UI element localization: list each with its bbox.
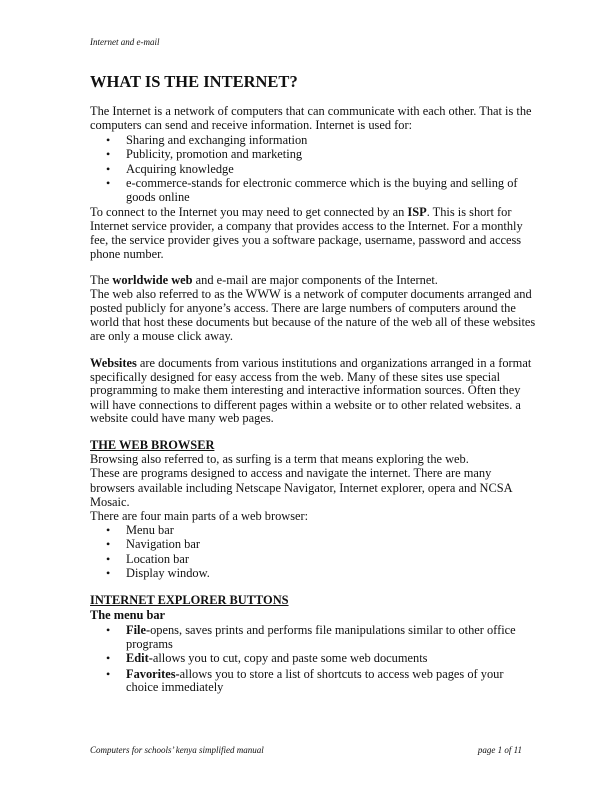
text-run: Publicity, promotion and marketing	[126, 147, 303, 161]
bullet-icon: •	[106, 147, 111, 161]
section-heading	[90, 438, 214, 452]
text-line	[90, 411, 274, 425]
text-run: opens, saves prints and performs file manipulations similar to other office	[150, 623, 516, 637]
text-line	[90, 233, 521, 247]
text-line	[90, 329, 233, 343]
text-run: phone number.	[90, 247, 164, 261]
bullet-icon: •	[106, 623, 111, 637]
text-run: . This is short for	[426, 205, 512, 219]
bold-text: The menu bar	[90, 608, 166, 622]
text-run: world that host these documents but because of the nature of the web all of these websites	[90, 315, 536, 329]
text-run: choice immediately	[126, 680, 224, 694]
page-title: WHAT IS THE INTERNET?	[90, 72, 298, 91]
text-run: To connect to the Internet you may need to get connected by an	[90, 205, 408, 219]
text-line	[90, 273, 438, 287]
text-run: These are programs designed to access and navigate the internet. There are many	[90, 466, 492, 480]
text-line	[126, 190, 190, 204]
text-run: posted publicly for anyone’s access. There are large numbers of computers around the	[90, 301, 516, 315]
text-run: Mosaic.	[90, 495, 130, 509]
bold-text: Favorites-	[126, 667, 180, 681]
text-run: allows you to cut, copy and paste some web documents	[152, 651, 428, 665]
text-line	[90, 608, 165, 622]
text-run: specifically designed for easy access from the web. Many of these sites use special	[90, 370, 501, 384]
list-item	[126, 162, 234, 176]
text-run: are documents from various institutions and organizations arranged in a format	[136, 356, 532, 370]
list-item	[126, 552, 189, 566]
text-run: The	[90, 273, 113, 287]
text-line	[90, 452, 469, 466]
bullet-icon: •	[106, 162, 111, 176]
list-item	[126, 133, 307, 147]
list-item	[126, 566, 210, 580]
text-line	[90, 495, 130, 509]
list-item	[126, 667, 503, 681]
text-run: Browsing also referred to, as surfing is a term that means exploring the web.	[90, 452, 469, 466]
text-line	[90, 481, 513, 495]
text-run: e-commerce-stands for electronic commerce which is the buying and selling of	[126, 176, 518, 190]
list-item	[126, 537, 200, 551]
text-run: browsers available including Netscape Navigator, Internet explorer, opera and NCSA	[90, 481, 513, 495]
bullet-icon: •	[106, 667, 111, 681]
list-item	[126, 623, 516, 637]
text-line	[90, 398, 521, 412]
text-run: allows you to store a list of shortcuts to access web pages of your	[179, 667, 504, 681]
footer-title: Computers for schools’ kenya simplified manual	[90, 745, 264, 755]
bullet-icon: •	[106, 133, 111, 147]
bold-text: ISP	[407, 205, 427, 219]
list-item	[126, 651, 427, 665]
text-run: programs	[126, 637, 173, 651]
text-run: Navigation bar	[126, 537, 200, 551]
text-run: Location bar	[126, 552, 189, 566]
text-run: will have connections to different pages within a website or to other related websites. a	[90, 398, 521, 412]
text-run: programming to make them interesting and interactive information sources. Often they	[90, 383, 521, 397]
text-run: computers can send and receive information. Internet is used for:	[90, 118, 413, 132]
text-run: are only a mouse click away.	[90, 329, 234, 343]
text-run: Internet service provider, a company that provides access to the Internet. For a monthly	[90, 219, 523, 233]
text-line	[126, 637, 173, 651]
text-run: Sharing and exchanging information	[126, 133, 308, 147]
text-line	[90, 219, 523, 233]
text-run: Display window.	[126, 566, 210, 580]
list-item	[126, 523, 174, 537]
text-run: The web also referred to as the WWW is a network of computer documents arranged and	[90, 287, 532, 301]
footer-page-number: page 1 of 11	[477, 745, 522, 755]
text-run: Menu bar	[126, 523, 174, 537]
running-header: Internet and e-mail	[90, 37, 160, 47]
bold-text: Edit-	[126, 651, 153, 665]
text-line	[90, 356, 531, 370]
text-line	[90, 247, 164, 261]
text-run: Acquiring knowledge	[126, 162, 234, 176]
text-line	[90, 509, 308, 523]
bullet-icon: •	[106, 176, 111, 190]
list-item	[126, 147, 302, 161]
list-item	[126, 176, 518, 190]
bold-text: INTERNET EXPLORER BUTTONS	[90, 593, 289, 607]
text-line	[126, 680, 223, 694]
bullet-icon: •	[106, 537, 111, 551]
bullet-icon: •	[106, 566, 111, 580]
text-run: There are four main parts of a web browser:	[90, 509, 309, 523]
bold-text: worldwide web	[112, 273, 193, 287]
text-line	[90, 104, 532, 118]
bullet-icon: •	[106, 651, 111, 665]
bold-text: THE WEB BROWSER	[90, 438, 215, 452]
bold-text: File-	[126, 623, 151, 637]
section-heading	[90, 593, 289, 607]
text-line	[90, 301, 516, 315]
text-line	[90, 466, 491, 480]
text-line	[90, 287, 532, 301]
text-run: fee, the service provider gives you a software package, username, password and access	[90, 233, 522, 247]
text-run: The Internet is a network of computers that can communicate with each other. That is the	[90, 104, 532, 118]
text-line	[90, 383, 520, 397]
text-run: and e-mail are major components of the Internet.	[192, 273, 438, 287]
text-run: website could have many web pages.	[90, 411, 274, 425]
text-line	[90, 315, 535, 329]
bullet-icon: •	[106, 523, 111, 537]
text-run: goods online	[126, 190, 190, 204]
bold-text: Websites	[90, 356, 137, 370]
text-line	[90, 205, 511, 219]
text-line	[90, 370, 500, 384]
text-line	[90, 118, 412, 132]
bullet-icon: •	[106, 552, 111, 566]
